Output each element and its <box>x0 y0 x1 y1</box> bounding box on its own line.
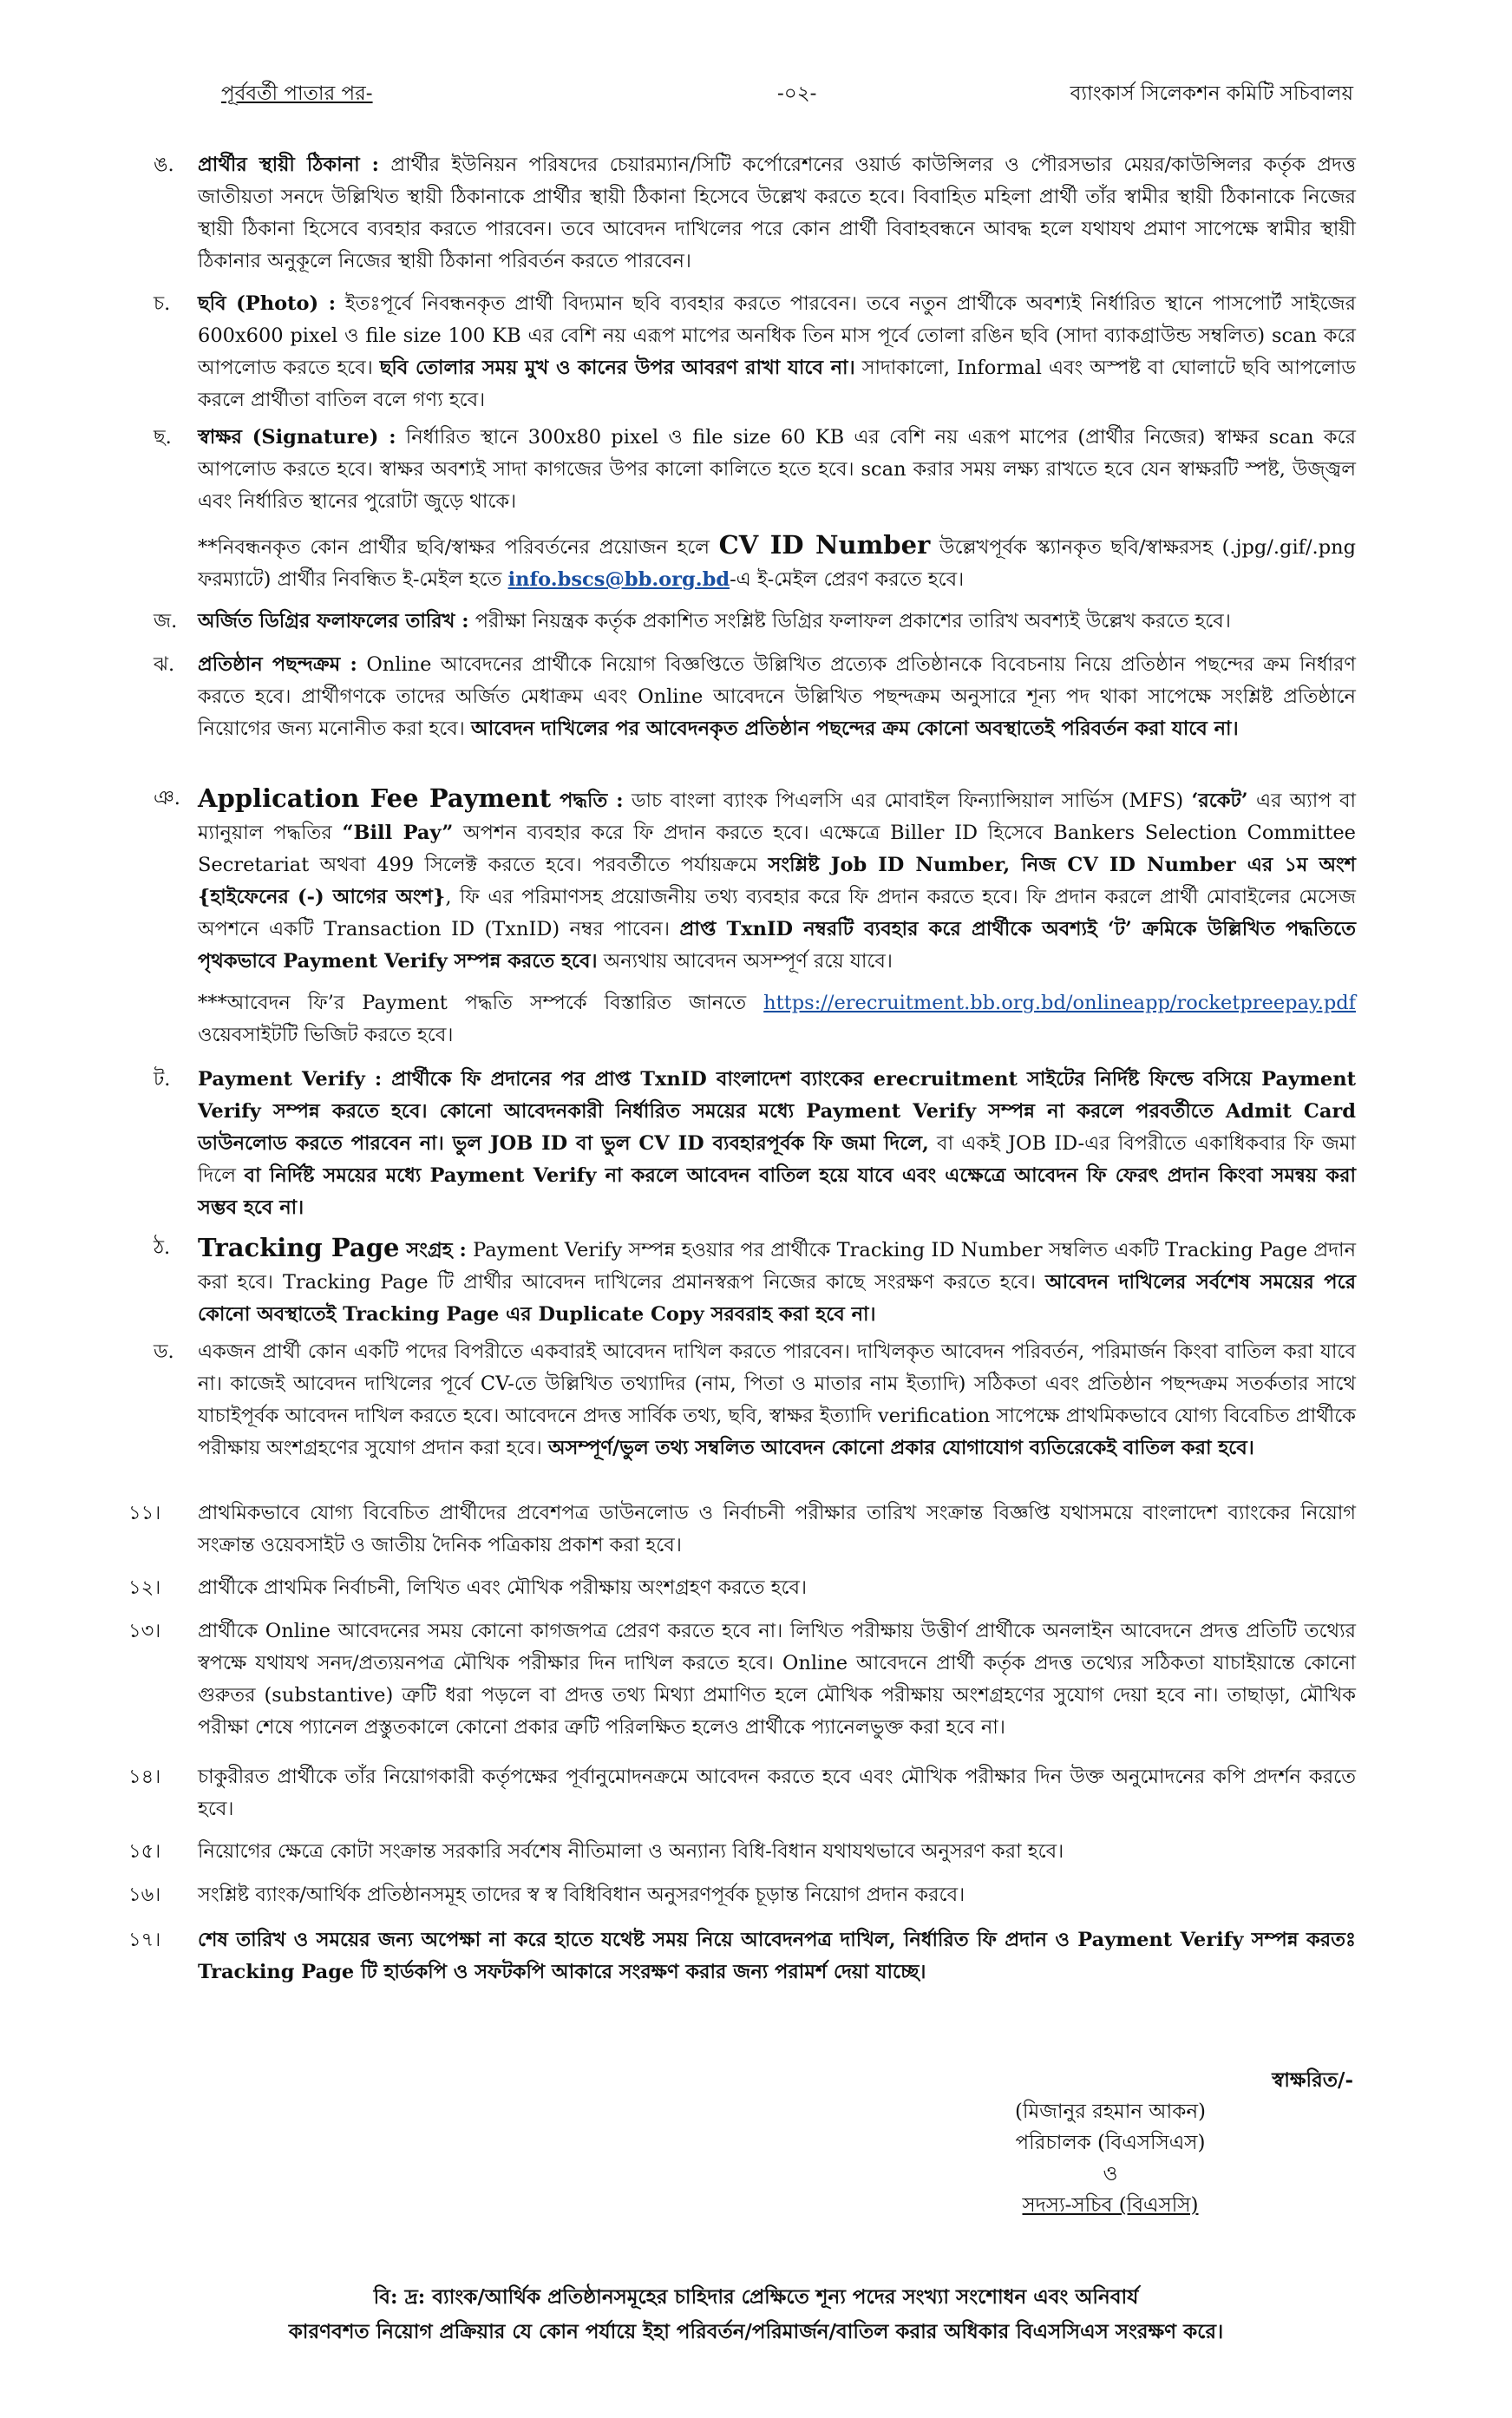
item-marker: চ. <box>154 292 171 315</box>
item-title: অর্জিত ডিগ্রির ফলাফলের তারিখ : <box>198 610 469 632</box>
signatory-designation-2: সদস্য-সচিব (বিএসসি) <box>1022 2194 1199 2217</box>
item-text: বা একই JOB ID-এর বিপরীতে একাধিকবার ফি জমা দিলে <box>198 1132 1356 1187</box>
item-body: সংশ্লিষ্ট ব্যাংক/আর্থিক প্রতিষ্ঠানসমূহ তাদের স্ব স্ব বিধিবিধান অনুসরণপূর্বক চূড়ান্ত নিয়োগ প্রদান করবে। <box>198 1884 965 1906</box>
item-marker: ঙ. <box>154 154 174 176</box>
item-title: Application Fee Payment <box>198 783 552 813</box>
signatory-name: (মিজানুর রহমান আকন) <box>1014 2100 1207 2123</box>
item-marker: ১১। <box>128 1502 161 1524</box>
item-text: প্রার্থীর ইউনিয়ন পরিষদের চেয়ারম্যান/সিটি কর্পোরেশনের ওয়ার্ড কাউন্সিলর ও পৌরসভার মেয়র/কাউন্সিলর কর্তৃক প্রদত্ত জাতীয়তা সনদে উল্লিখিত স্থায়ী ঠিকানাকে প্রার্থীর স্থায়ী ঠিকানা হিসেবে উল্লেখ করতে হবে। বিবাহিত মহিলা প্রার্থী তাঁর স্বামীর স্থায়ী ঠিকানাকে নিজের স্থায়ী ঠিকানা হিসেবে ব্যবহার করতে পারবেন। তবে আবেদন দাখিলের পরে কোন প্রার্থী বিবাহবন্ধনে আবদ্ধ হলে যথাযথ প্রমাণ সাপেক্ষে স্বামীর স্থায়ী ঠিকানার অনুকূলে নিজের স্থায়ী ঠিকানা পরিবর্তন করতে পারবেন। <box>198 154 1356 272</box>
cv-id-label: CV ID Number <box>718 530 931 560</box>
item-title: প্রতিষ্ঠান পছন্দক্রম : <box>198 653 357 676</box>
item-body: Tracking Page সংগ্রহ : Payment Verify সম্পন্ন হওয়ার পর প্রার্থীকে Tracking ID Number সম্বলিত একটি Tracking Page প্রদান করা হবে। Tracking Page টি প্রার্থীর আবেদন দাখিলের প্রমানস্বরূপ নিজের কাছে সংরক্ষণ করতে হবে। আবেদন দাখিলের সর্বশেষ সময়ের পরে কোনো অবস্থাতেই Tracking Page এর Duplicate Copy সরবরাহ করা হবে না। <box>198 1233 1357 1326</box>
signed-label: স্বাক্ষরিত/- <box>1272 2068 1353 2092</box>
item-title: Tracking Page <box>198 1233 400 1262</box>
item-text: নির্ধারিত স্থানে 300x80 pixel ও file size 60 KB এর বেশি নয় এরূপ মাপের (প্রার্থীর নিজের) স্বাক্ষর scan করে আপলোড করতে হবে। স্বাক্ষর অবশ্যই সাদা কাগজের উপর কালো কালিতে হতে হবে। scan করার সময় লক্ষ্য রাখতে হবে যেন স্বাক্ষরটি স্পষ্ট, উজ্জ্বল এবং নির্ধারিত স্থানের পুরোটা জুড়ে থাকে। <box>198 426 1356 513</box>
item-marker: ১৬। <box>128 1884 161 1906</box>
item-body: প্রাথমিকভাবে যোগ্য বিবেচিত প্রার্থীদের প্রবেশপত্র ডাউনলোড ও নির্বাচনী পরীক্ষার তারিখ সংক্রান্ত বিজ্ঞপ্তি যথাসময়ে বাংলাদেশ ব্যাংকের নিয়োগ সংক্রান্ত ওয়েবসাইট ও জাতীয় দৈনিক পত্রিকায় প্রকাশ করা হবে। <box>198 1502 1356 1556</box>
item-text-2: সাদাকালো, Informal এবং অস্পষ্ট বা ঘোলাটে ছবি আপলোড করলে প্রার্থীতা বাতিল বলে গণ্য হবে। <box>198 357 1356 411</box>
item-marker: ১২। <box>128 1576 161 1599</box>
item-body <box>198 422 1356 518</box>
item-body <box>198 606 1356 638</box>
item-bold-text: ছবি তোলার সময় মুখ ও কানের উপর আবরণ রাখা যাবে না। <box>379 357 855 379</box>
signature-change-note: **নিবন্ধনকৃত কোন প্রার্থীর ছবি/স্বাক্ষর পরিবর্তনের প্রয়োজন হলে CV ID Number উল্লেখপূর্বক স্ক্যানকৃত ছবি/স্বাক্ষরসহ (.jpg/.gif/.png ফরম্যাটে) প্রার্থীর নিবন্ধিত ই-মেইল হতে info.bscs@bb.org.bd-এ ই-মেইল প্রেরণ করতে হবে। <box>198 530 1356 591</box>
item-bold-text: আবেদন দাখিলের পর আবেদনকৃত প্রতিষ্ঠান পছন্দের ক্রম কোনো অবস্থাতেই পরিবর্তন করা যাবে না। <box>471 718 1239 740</box>
footnote-line-2: কারণবশত নিয়োগ প্রক্রিয়ার যে কোন পর্যায়ে ইহা পরিবর্তন/পরিমার্জন/বাতিল করার অধিকার বিএসসিএস সংরক্ষণ করে। <box>288 2320 1224 2343</box>
item-text: পরীক্ষা নিয়ন্ত্রক কর্তৃক প্রকাশিত সংশ্লিষ্ট ডিগ্রির ফলাফল প্রকাশের তারিখ অবশ্যই উল্লেখ করতে হবে। <box>468 610 1231 632</box>
item-marker: ঝ. <box>154 653 175 676</box>
item-bold-text-2: বা নির্দিষ্ট সময়ের মধ্যে Payment Verify না করলে আবেদন বাতিল হয়ে যাবে এবং এক্ষেত্রে আবেদন ফি ফেরৎ প্রদান কিংবা সমন্বয় করা সম্ভব হবে না। <box>198 1164 1356 1219</box>
item-marker: ড. <box>154 1340 174 1363</box>
continued-label: পূর্ববর্তী পাতার পর- <box>221 82 373 105</box>
item-marker: ১৫। <box>128 1840 161 1863</box>
item-marker: জ. <box>154 610 178 632</box>
item-body: প্রার্থীকে Online আবেদনের সময় কোনো কাগজপত্র প্রেরণ করতে হবে না। লিখিত পরীক্ষায় উত্তীর্ণ প্রার্থীকে অনলাইন আবেদনে প্রদত্ত প্রতিটি তথ্যের স্বপক্ষে যথাযথ সনদ/প্রত্যয়নপত্র মৌখিক পরীক্ষার দিন দাখিল করতে হবে। Online আবেদনে প্রার্থী কর্তৃক প্রদত্ত তথ্যের সঠিকতা যাচাইয়ান্তে কোনো গুরুতর (substantive) ত্রুটি ধরা পড়লে বা প্রদত্ত তথ্য মিথ্যা প্রমাণিত হলে মৌখিক পরীক্ষায় অংশগ্রহণের সুযোগ দেয়া হবে না। তাছাড়া, মৌখিক পরীক্ষা শেষে প্যানেল প্রস্তুতকালে কোনো প্রকার ত্রুটি পরিলক্ষিত হলেও প্রার্থীকে প্যানেলভুক্ত করা হবে না। <box>198 1620 1356 1739</box>
item-marker: ১৭। <box>128 1929 161 1951</box>
secretariat-label: ব্যাংকার্স সিলেকশন কমিটি সচিবালয় <box>1070 82 1353 105</box>
item-body: শেষ তারিখ ও সময়ের জন্য অপেক্ষা না করে হাতে যথেষ্ট সময় নিয়ে আবেদনপত্র দাখিল, নির্ধারিত ফি প্রদান ও Payment Verify সম্পন্ন করতঃ Tracking Page টি হার্ডকপি ও সফটকপি আকারে সংরক্ষণ করার জন্য পরামর্শ দেয়া যাচ্ছে। <box>198 1929 1356 1983</box>
item-title: প্রার্থীর স্থায়ী ঠিকানা : <box>198 154 379 176</box>
item-body <box>198 149 1356 278</box>
item-marker: ট. <box>154 1068 171 1091</box>
signature-block <box>867 2065 1353 2221</box>
email-link[interactable]: info.bscs@bb.org.bd <box>507 568 730 591</box>
item-marker: ঠ. <box>154 1236 171 1259</box>
footnote-line-1: বি: দ্র: ব্যাংক/আর্থিক প্রতিষ্ঠানসমূহের চাহিদার প্রেক্ষিতে শূন্য পদের সংখ্যা সংশোধন এবং অনিবার্য <box>373 2285 1139 2309</box>
fee-payment-note: ***আবেদন ফি’র Payment পদ্ধতি সম্পর্কে বিস্তারিত জানতে https://erecruitment.bb.org.bd/onlineapp/rocketpreepay.pdf ওয়েবসাইটটি ভিজিট করতে হবে। <box>198 992 1356 1046</box>
item-marker: ১৩। <box>128 1620 161 1642</box>
item-bold-text: Payment Verify : প্রার্থীকে ফি প্রদানের পর প্রাপ্ত TxnID বাংলাদেশ ব্যাংকের erecruitment সাইটের নির্দিষ্ট ফিল্ডে বসিয়ে Payment Verify সম্পন্ন করতে হবে। কোনো আবেদনকারী নির্ধারিত সময়ের মধ্যে Payment Verify সম্পন্ন না করলে পরবর্তীতে Admit Card ডাউনলোড করতে পারবেন না। ভুল JOB ID বা ভুল CV ID ব্যবহারপূর্বক ফি জমা দিলে, <box>198 1068 1356 1155</box>
item-marker: ছ. <box>154 426 172 449</box>
rocket-pay-link[interactable]: https://erecruitment.bb.org.bd/onlineapp/rocketpreepay.pdf <box>763 992 1356 1014</box>
item-body: প্রার্থীকে প্রাথমিক নির্বাচনী, লিখিত এবং মৌখিক পরীক্ষায় অংশগ্রহণ করতে হবে। <box>198 1576 808 1599</box>
conjunction: ও <box>1103 2163 1118 2185</box>
signatory-designation: পরিচালক (বিএসসিএস) <box>1015 2132 1206 2154</box>
item-marker: ১৪। <box>128 1766 161 1788</box>
item-body <box>198 649 1356 745</box>
page-header <box>0 78 1512 113</box>
item-marker: ঞ. <box>154 787 180 809</box>
item-text: Online আবেদনের প্রার্থীকে নিয়োগ বিজ্ঞপ্তিতে উল্লিখিত প্রত্যেক প্রতিষ্ঠানকে বিবেচনায় নিয়ে প্রতিষ্ঠান পছন্দের ক্রম নির্ধারণ করতে হবে। প্রার্থীগণকে তাদের অর্জিত মেধাক্রম এবং Online আবেদনে উল্লিখিত পছন্দক্রম অনুসারে শূন্য পদ থাকা সাপেক্ষে সংশ্লিষ্ট প্রতিষ্ঠানে নিয়োগের জন্য মনোনীত করা হবে। <box>198 653 1357 740</box>
item-body <box>198 288 1356 416</box>
item-body: নিয়োগের ক্ষেত্রে কোটা সংক্রান্ত সরকারি সর্বশেষ নীতিমালা ও অন্যান্য বিধি-বিধান যথাযথভাবে অনুসরণ করা হবে। <box>198 1840 1064 1863</box>
item-title: ছবি (Photo) : <box>198 292 337 315</box>
item-body: একজন প্রার্থী কোন একটি পদের বিপরীতে একবারই আবেদন দাখিল করতে পারবেন। দাখিলকৃত আবেদন পরিবর্তন, পরিমার্জন কিংবা বাতিল করা যাবে না। কাজেই আবেদন দাখিলের পূর্বে CV-তে উল্লিখিত তথ্যাদির (নাম, পিতা ও মাতার নাম ইত্যাদি) সঠিকতা এবং প্রতিষ্ঠান পছন্দক্রম সতর্কতার সাথে যাচাইপূর্বক আবেদন দাখিল করতে হবে। আবেদনে প্রদত্ত সার্বিক তথ্য, ছবি, স্বাক্ষর ইত্যাদি verification সাপেক্ষে প্রাথমিকভাবে যোগ্য বিবেচিত প্রার্থীকে পরীক্ষায় অংশগ্রহণের সুযোগ প্রদান করা হবে। অসম্পূর্ণ/ভুল তথ্য সম্বলিত আবেদন কোনো প্রকার যোগাযোগ ব্যতিরেকেই বাতিল করা হবে। <box>198 1340 1356 1459</box>
footnote <box>0 2280 1512 2349</box>
item-body <box>198 1064 1356 1224</box>
item-body: Application Fee Payment পদ্ধতি : ডাচ বাংলা ব্যাংক পিএলসি এর মোবাইল ফিন্যান্সিয়াল সার্ভিস (MFS) ‘রকেট’ এর অ্যাপ বা ম্যানুয়াল পদ্ধতির “Bill Pay” অপশন ব্যবহার করে ফি প্রদান করতে হবে। এক্ষেত্রে Biller ID হিসেবে Bankers Selection Committee Secretariat অথবা 499 সিলেক্ট করতে হবে। পরবর্তীতে পর্যায়ক্রমে সংশ্লিষ্ট Job ID Number, নিজ CV ID Number এর ১ম অংশ {হাইফেনের (-) আগের অংশ}, ফি এর পরিমাণসহ প্রয়োজনীয় তথ্য ব্যবহার করে ফি প্রদান করতে হবে। ফি প্রদান করলে প্রার্থী মোবাইলের মেসেজ অপশনে একটি Transaction ID (TxnID) নম্বর পাবেন। প্রাপ্ত TxnID নম্বরটি ব্যবহার করে প্রার্থীকে অবশ্যই ‘ট’ ক্রমিকে উল্লিখিত পদ্ধতিতে পৃথকভাবে Payment Verify সম্পন্ন করতে হবে। অন্যথায় আবেদন অসম্পূর্ণ রয়ে যাবে। <box>198 783 1357 973</box>
item-title: স্বাক্ষর (Signature) : <box>198 426 396 449</box>
item-body: চাকুরীরত প্রার্থীকে তাঁর নিয়োগকারী কর্তৃপক্ষের পূর্বানুমোদনক্রমে আবেদন করতে হবে এবং মৌখিক পরীক্ষার দিন উক্ত অনুমোদনের কপি প্রদর্শন করতে হবে। <box>198 1766 1356 1820</box>
item-text: ইতঃপূর্বে নিবন্ধনকৃত প্রার্থী বিদ্যমান ছবি ব্যবহার করতে পারবেন। তবে নতুন প্রার্থীকে অবশ্যই নির্ধারিত স্থানে পাসপোর্ট সাইজের 600x600 pixel ও file size 100 KB এর বেশি নয় এরূপ মাপের অনধিক তিন মাস পূর্বে তোলা রঙিন ছবি (সাদা ব্যাকগ্রাউন্ড সম্বলিত) scan করে আপলোড করতে হবে। <box>198 292 1357 379</box>
page-number: -০২- <box>777 82 817 105</box>
